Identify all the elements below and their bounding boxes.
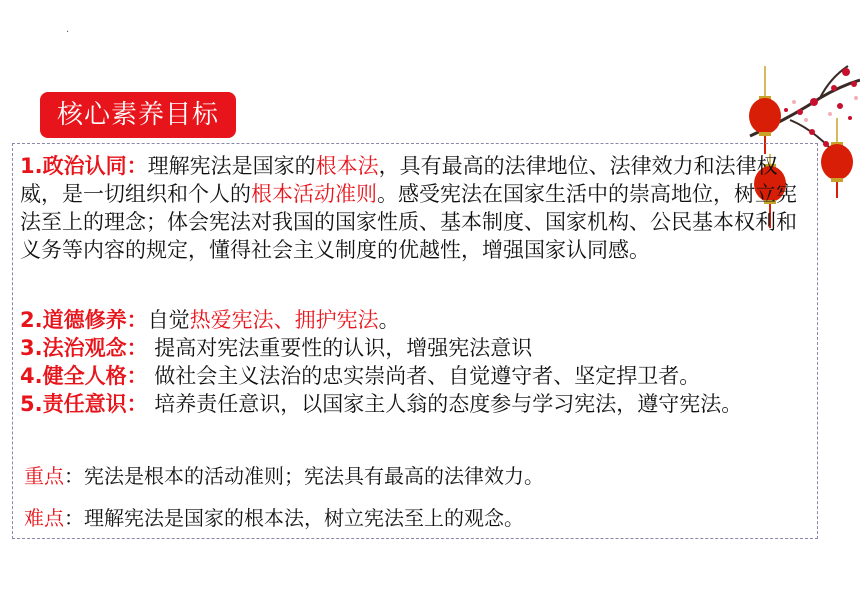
key-point-text: ：宪法是根本的活动准则；宪法具有最高的法律效力。 (64, 464, 544, 488)
item-number: 2. (20, 308, 43, 332)
slide-dot: . (66, 24, 70, 35)
item-label: 法治观念： (42, 336, 148, 360)
objective-responsibility (20, 390, 810, 418)
key-point (24, 462, 814, 490)
item-text: 。感受宪法在国家生活中的崇高地位，树立宪法至上的理念；体会宪法对我国的国家性质、基本制度、国家机构、公民基本权利和义务等内容的规定，懂得社会主义制度的优越性，增强国家认同感。 (20, 182, 797, 262)
section-title-badge: 核心素养目标 (40, 92, 236, 138)
item-text: 培养责任意识，以国家主人翁的态度参与学习宪法，遵守宪法。 (147, 392, 743, 416)
highlight-text: 热爱宪法、拥护宪法 (189, 308, 379, 332)
objective-political-identity (20, 152, 810, 264)
objective-moral-cultivation (20, 306, 810, 334)
highlight-text: 根本活动准则 (251, 182, 377, 206)
item-text: ，具有最高的法律地位、法律效力和法律权威，是一切组织和个人的 (20, 154, 778, 206)
item-number: 4. (20, 364, 43, 388)
highlight-text: 根本法 (315, 154, 379, 178)
item-label: 政治认同： (42, 154, 148, 178)
item-text: 。 (378, 308, 400, 332)
item-label: 道德修养： (42, 308, 148, 332)
item-number: 1. (20, 154, 43, 178)
item-label: 健全人格： (42, 364, 148, 388)
item-number: 5. (20, 392, 43, 416)
item-text: 理解宪法是国家的 (147, 154, 316, 178)
item-text: 提高对宪法重要性的认识，增强宪法意识 (147, 336, 533, 360)
difficult-point-label: 难点 (24, 506, 64, 530)
item-text: 自觉 (147, 308, 190, 332)
difficult-point-text: ：理解宪法是国家的根本法，树立宪法至上的观念。 (64, 506, 524, 530)
item-text: 做社会主义法治的忠实崇尚者、自觉遵守者、坚定捍卫者。 (147, 364, 701, 388)
objective-sound-personality (20, 362, 810, 390)
key-point-label: 重点 (24, 464, 64, 488)
difficult-point (24, 504, 814, 532)
item-number: 3. (20, 336, 43, 360)
item-label: 责任意识： (42, 392, 148, 416)
objective-rule-of-law (20, 334, 810, 362)
